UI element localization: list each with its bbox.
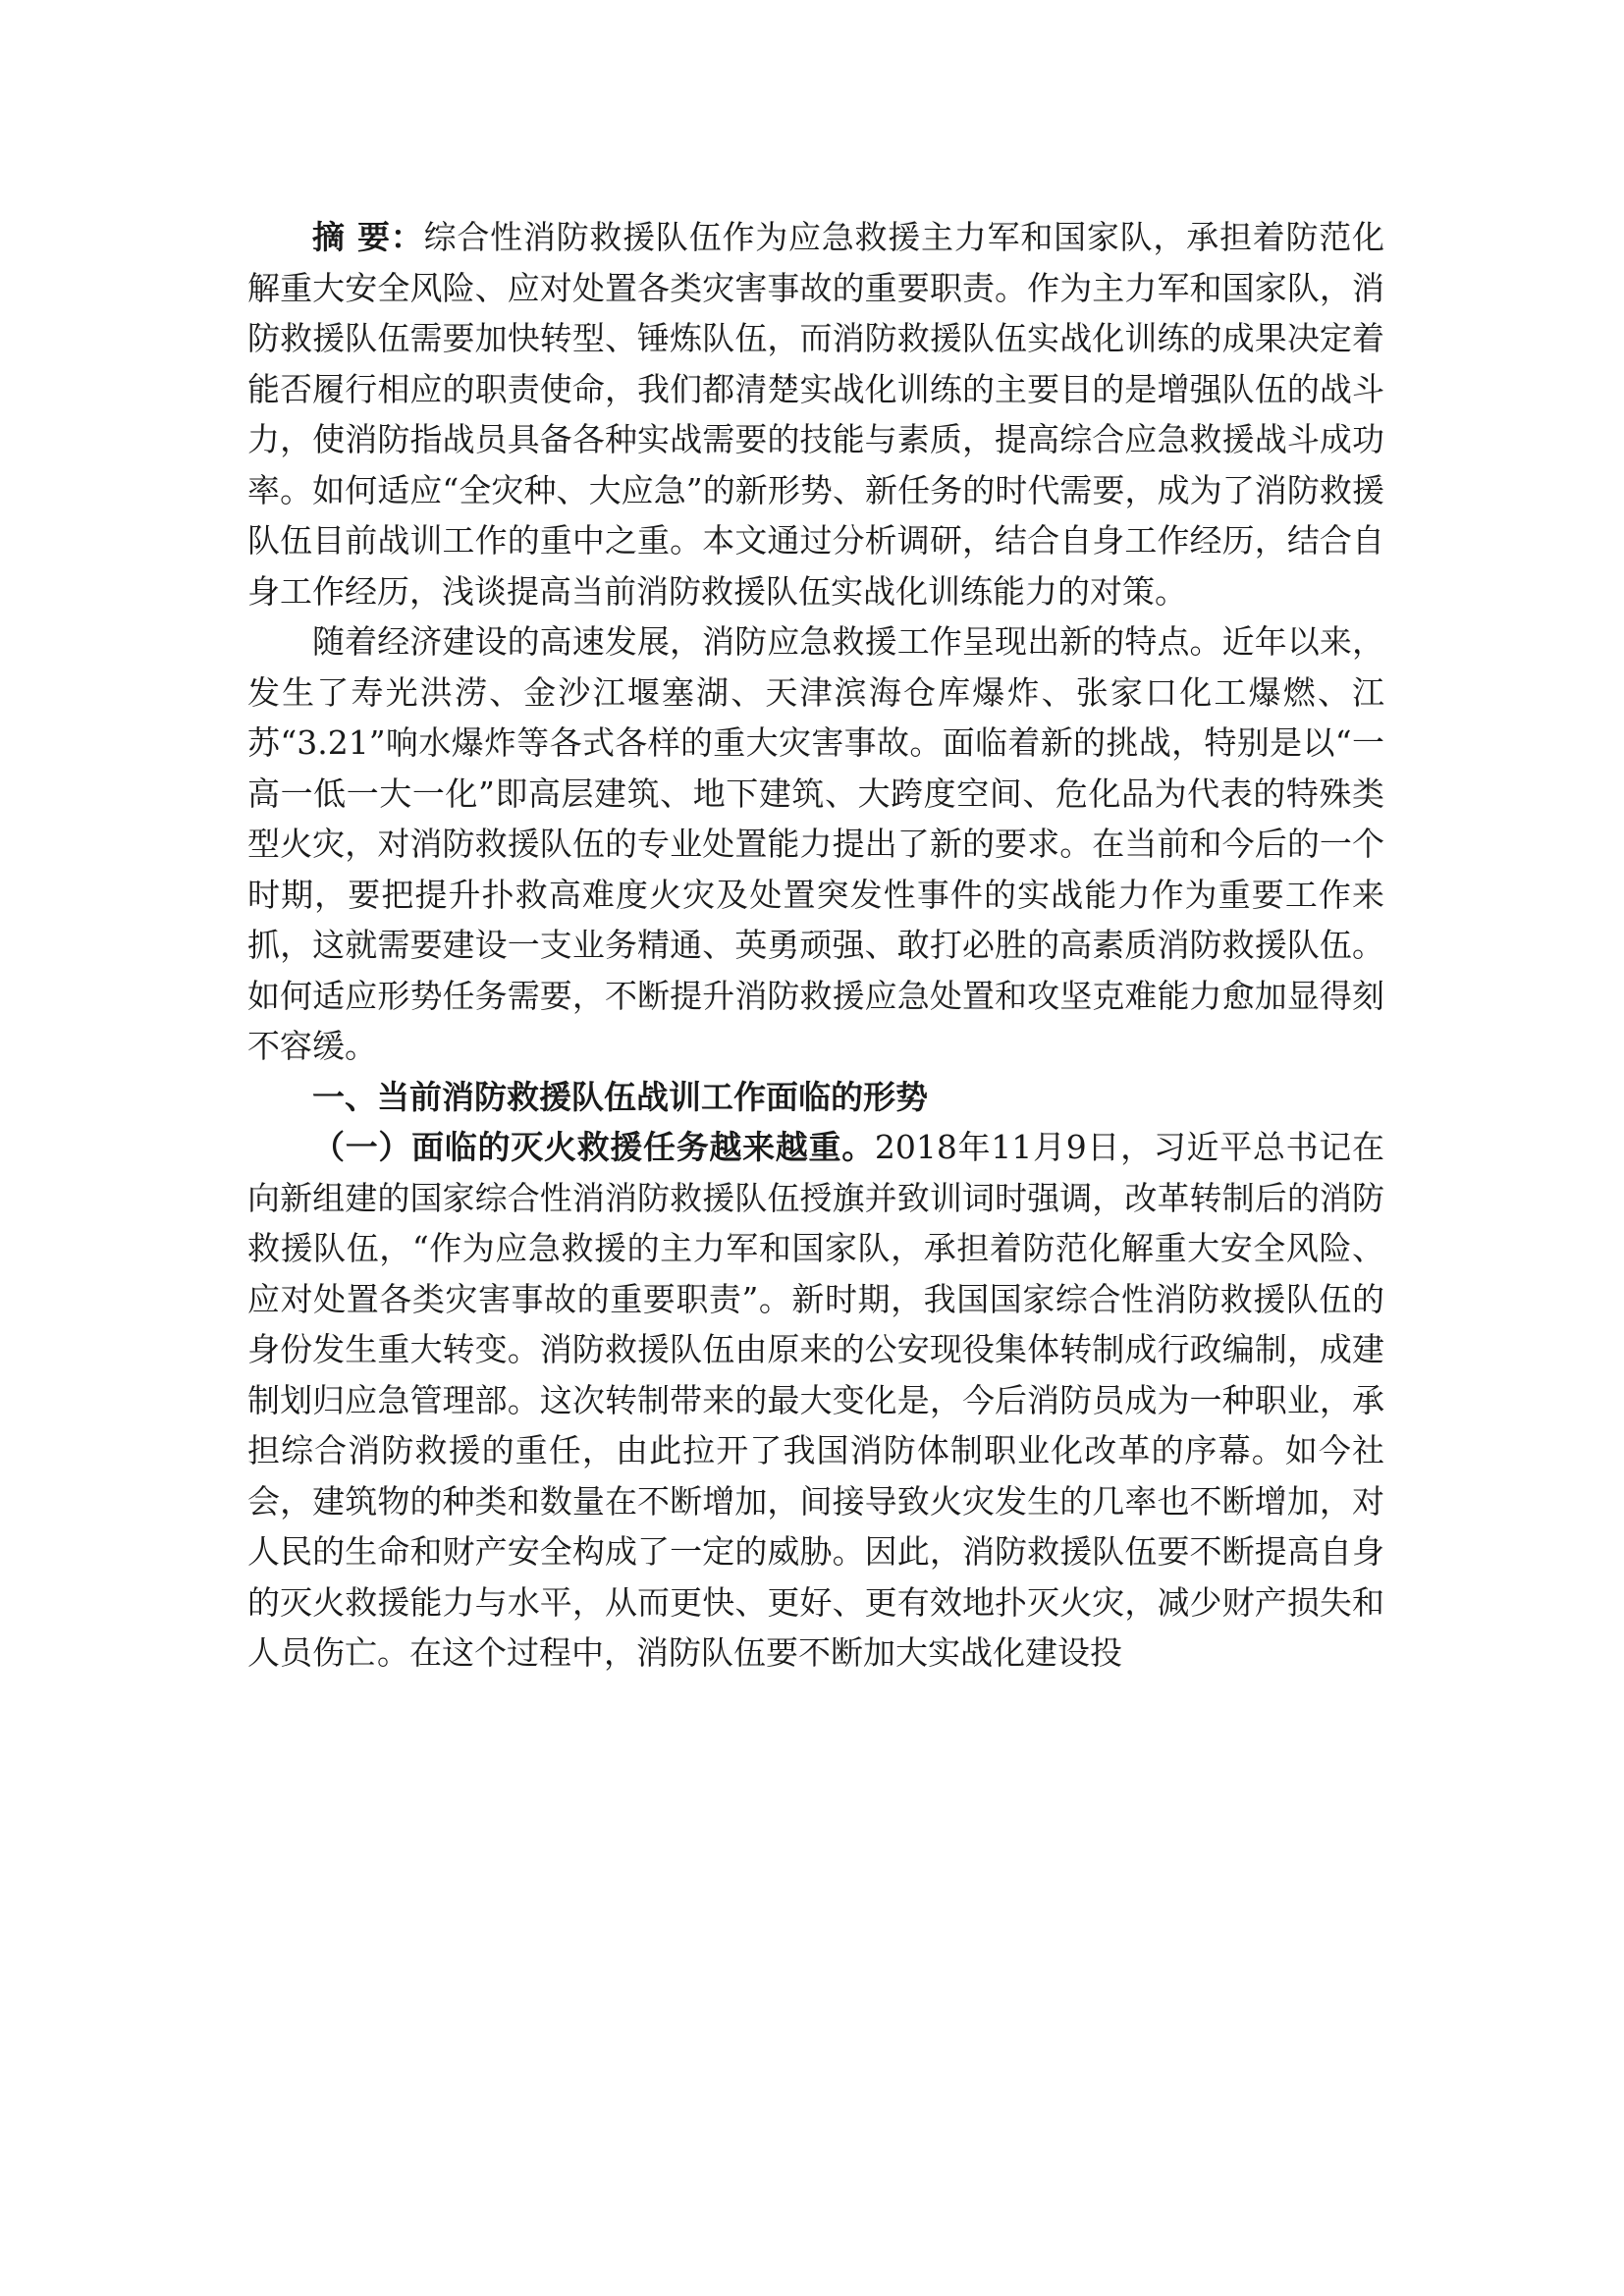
- intro-paragraph: 随着经济建设的高速发展，消防应急救援工作呈现出新的特点。近年以来，发生了寿光洪涝、金沙江堰塞湖、天津滨海仓库爆炸、张家口化工爆燃、江苏“3.21”响水爆炸等各式各样的重大灾害事故。面临着新的挑战，特别是以“一高一低一大一化”即高层建筑、地下建筑、大跨度空间、危化品为代表的特殊类型火灾，对消防救援队伍的专业处置能力提出了新的要求。在当前和今后的一个时期，要把提升扑救高难度火灾及处置突发性事件的实战能力作为重要工作来抓，这就需要建设一支业务精通、英勇顽强、敢打必胜的高素质消防救援队伍。如何适应形势任务需要，不断提升消防救援应急处置和攻坚克难能力愈加显得刻不容缓。: [247, 622, 1384, 1065]
- abstract-label: 摘 要：: [312, 218, 424, 256]
- subsection-text: 2018年11月9日，习近平总书记在向新组建的国家综合性消消防救援队伍授旗并致训词时强调，改革转制后的消防救援队伍，“作为应急救援的主力军和国家队，承担着防范化解重大安全风险、应对处置各类灾害事故的重要职责”。新时期，我国国家综合性消防救援队伍的身份发生重大转变。消防救援队伍由原来的公安现役集体转制成行政编制，成建制划归应急管理部。这次转制带来的最大变化是，今后消防员成为一种职业，承担综合消防救援的重任，由此拉开了我国消防体制职业化改革的序幕。如今社会，建筑物的种类和数量在不断增加，间接导致火灾发生的几率也不断增加，对人民的生命和财产安全构成了一定的威胁。因此，消防救援队伍要不断提高自身的灭火救援能力与水平，从而更快、更好、更有效地扑灭火灾，减少财产损失和人员伤亡。在这个过程中，消防队伍要不断加大实战化建设投: [247, 1128, 1384, 1672]
- abstract-paragraph: [247, 212, 1384, 616]
- subsection-paragraph: [247, 1122, 1384, 1679]
- subsection-title: （一）面临的灭火救援任务越来越重。: [312, 1128, 875, 1166]
- document-body: [247, 212, 1384, 1679]
- section-heading: 一、当前消防救援队伍战训工作面临的形势: [312, 1077, 928, 1116]
- abstract-text: 综合性消防救援队伍作为应急救援主力军和国家队，承担着防范化解重大安全风险、应对处置各类灾害事故的重要职责。作为主力军和国家队，消防救援队伍需要加快转型、锤炼队伍，而消防救援队伍实战化训练的成果决定着能否履行相应的职责使命，我们都清楚实战化训练的主要目的是增强队伍的战斗力，使消防指战员具备各种实战需要的技能与素质，提高综合应急救援战斗成功率。如何适应“全灾种、大应急”的新形势、新任务的时代需要，成为了消防救援队伍目前战训工作的重中之重。本文通过分析调研，结合自身工作经历，结合自身工作经历，浅谈提高当前消防救援队伍实战化训练能力的对策。: [247, 218, 1384, 611]
